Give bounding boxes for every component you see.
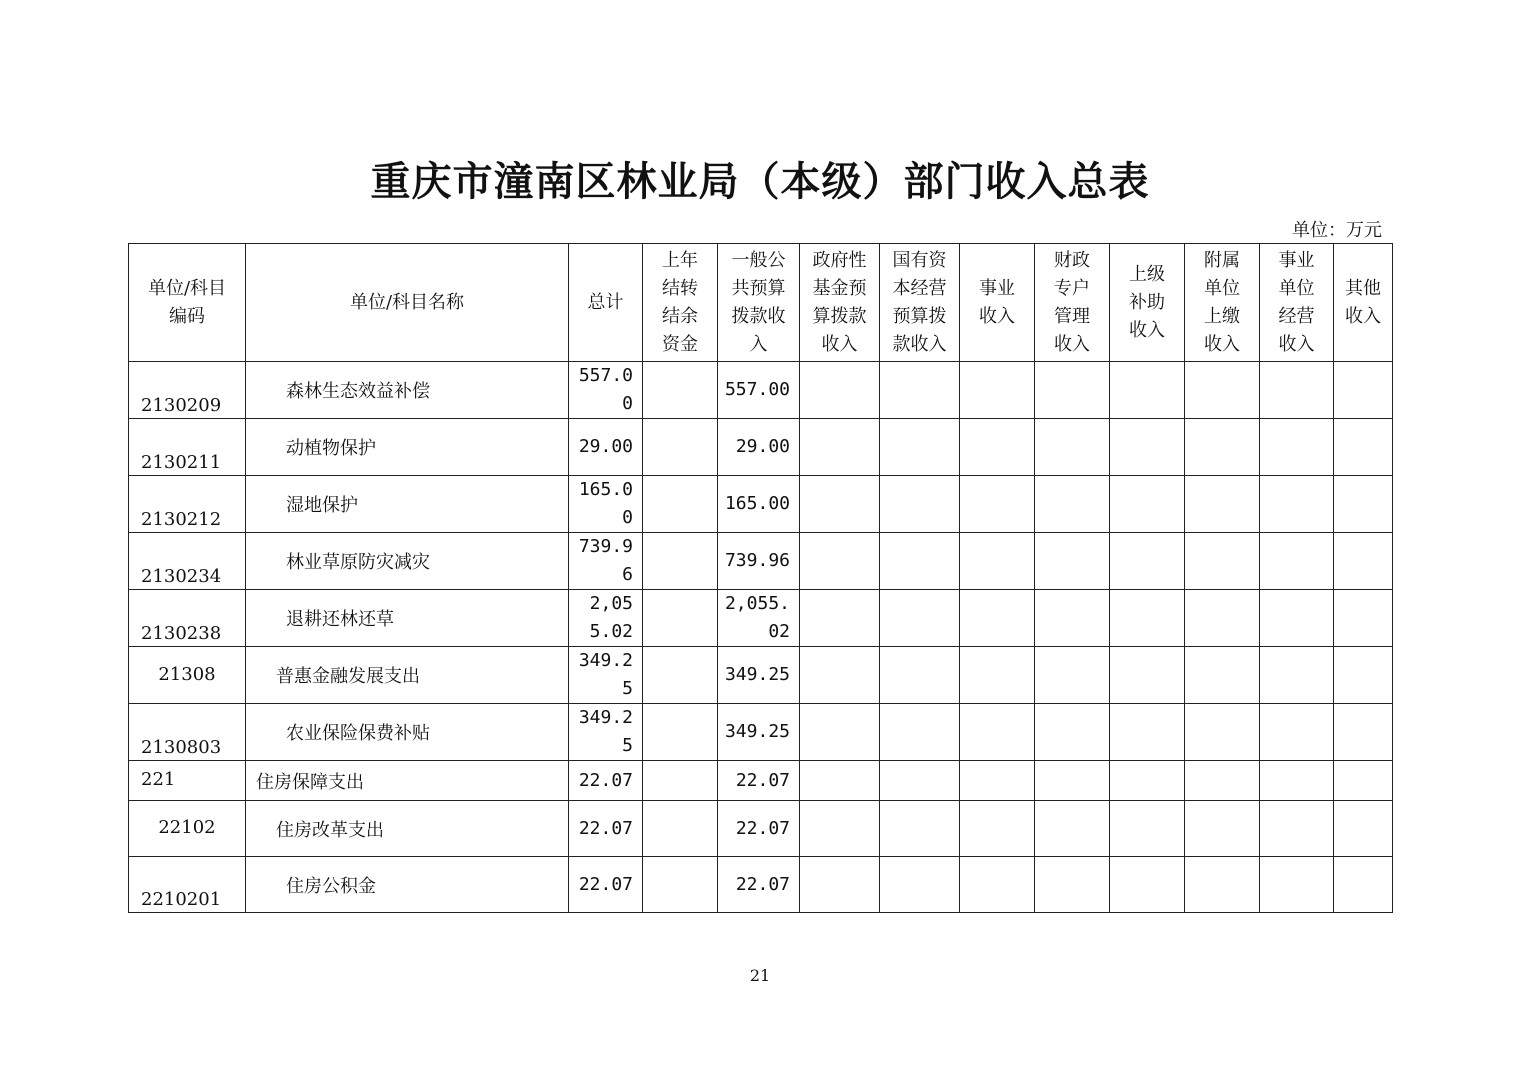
income-table xyxy=(128,243,1393,913)
empty-cell xyxy=(800,476,880,533)
subject-name: 森林生态效益补偿 xyxy=(246,362,569,419)
subject-name: 住房公积金 xyxy=(246,857,569,913)
empty-cell xyxy=(1035,362,1110,419)
empty-cell xyxy=(643,362,718,419)
subject-code: 2130211 xyxy=(129,419,246,476)
empty-cell xyxy=(1260,761,1334,801)
empty-cell xyxy=(800,801,880,857)
empty-cell xyxy=(960,476,1035,533)
general-budget-value: 2,055.02 xyxy=(718,590,800,647)
empty-cell xyxy=(800,590,880,647)
header-cell: 事业 单位 经营 收入 xyxy=(1260,244,1334,362)
empty-cell xyxy=(643,419,718,476)
empty-cell xyxy=(960,801,1035,857)
empty-cell xyxy=(1110,801,1185,857)
empty-cell xyxy=(1185,419,1260,476)
empty-cell xyxy=(880,419,960,476)
header-cell: 单位/科目 编码 xyxy=(129,244,246,362)
table-row xyxy=(129,801,1393,857)
general-budget-value: 349.25 xyxy=(718,647,800,704)
empty-cell xyxy=(1110,704,1185,761)
general-budget-value: 349.25 xyxy=(718,704,800,761)
empty-cell xyxy=(643,801,718,857)
header-row xyxy=(129,244,1393,362)
general-budget-value: 29.00 xyxy=(718,419,800,476)
page-number: 21 xyxy=(749,966,771,985)
header-cell: 事业 收入 xyxy=(960,244,1035,362)
empty-cell xyxy=(960,704,1035,761)
empty-cell xyxy=(1035,476,1110,533)
empty-cell xyxy=(1185,801,1260,857)
header-cell: 总计 xyxy=(569,244,643,362)
subject-name: 普惠金融发展支出 xyxy=(246,647,569,704)
empty-cell xyxy=(1110,857,1185,913)
empty-cell xyxy=(960,761,1035,801)
empty-cell xyxy=(1035,647,1110,704)
subject-code: 2130234 xyxy=(129,533,246,590)
empty-cell xyxy=(880,533,960,590)
empty-cell xyxy=(960,533,1035,590)
empty-cell xyxy=(880,761,960,801)
empty-cell xyxy=(1334,704,1393,761)
empty-cell xyxy=(1334,590,1393,647)
total-value: 349.25 xyxy=(569,704,643,761)
empty-cell xyxy=(643,533,718,590)
total-value: 165.00 xyxy=(569,476,643,533)
subject-code: 2210201 xyxy=(129,857,246,913)
empty-cell xyxy=(1334,362,1393,419)
empty-cell xyxy=(1185,647,1260,704)
empty-cell xyxy=(1035,761,1110,801)
empty-cell xyxy=(1334,533,1393,590)
empty-cell xyxy=(643,647,718,704)
empty-cell xyxy=(800,533,880,590)
subject-code: 2130212 xyxy=(129,476,246,533)
table-row xyxy=(129,704,1393,761)
empty-cell xyxy=(960,362,1035,419)
general-budget-value: 22.07 xyxy=(718,761,800,801)
empty-cell xyxy=(1035,857,1110,913)
total-value: 22.07 xyxy=(569,801,643,857)
header-cell: 上级 补助 收入 xyxy=(1110,244,1185,362)
empty-cell xyxy=(800,857,880,913)
table-row xyxy=(129,476,1393,533)
empty-cell xyxy=(643,857,718,913)
header-cell: 附属 单位 上缴 收入 xyxy=(1185,244,1260,362)
subject-code: 2130209 xyxy=(129,362,246,419)
subject-code: 221 xyxy=(129,761,246,801)
empty-cell xyxy=(880,590,960,647)
empty-cell xyxy=(1185,362,1260,419)
empty-cell xyxy=(1035,704,1110,761)
empty-cell xyxy=(960,647,1035,704)
table-row xyxy=(129,761,1393,801)
empty-cell xyxy=(880,857,960,913)
empty-cell xyxy=(880,704,960,761)
empty-cell xyxy=(1035,801,1110,857)
empty-cell xyxy=(1260,590,1334,647)
empty-cell xyxy=(1334,419,1393,476)
empty-cell xyxy=(800,362,880,419)
header-cell: 一般公 共预算 拨款收 入 xyxy=(718,244,800,362)
header-cell: 上年 结转 结余 资金 xyxy=(643,244,718,362)
subject-name: 湿地保护 xyxy=(246,476,569,533)
empty-cell xyxy=(880,476,960,533)
empty-cell xyxy=(1185,704,1260,761)
general-budget-value: 557.00 xyxy=(718,362,800,419)
empty-cell xyxy=(960,419,1035,476)
total-value: 557.00 xyxy=(569,362,643,419)
empty-cell xyxy=(643,476,718,533)
subject-name: 退耕还林还草 xyxy=(246,590,569,647)
header-cell: 财政 专户 管理 收入 xyxy=(1035,244,1110,362)
general-budget-value: 22.07 xyxy=(718,857,800,913)
empty-cell xyxy=(1110,647,1185,704)
table-row xyxy=(129,533,1393,590)
header-cell: 国有资 本经营 预算拨 款收入 xyxy=(880,244,960,362)
table-row xyxy=(129,419,1393,476)
page-title: 重庆市潼南区林业局（本级）部门收入总表 xyxy=(370,158,1150,205)
empty-cell xyxy=(960,857,1035,913)
subject-name: 住房改革支出 xyxy=(246,801,569,857)
subject-code: 2130238 xyxy=(129,590,246,647)
total-value: 29.00 xyxy=(569,419,643,476)
subject-code: 21308 xyxy=(129,647,246,704)
empty-cell xyxy=(1110,362,1185,419)
table-row xyxy=(129,362,1393,419)
empty-cell xyxy=(880,362,960,419)
header-cell: 政府性 基金预 算拨款 收入 xyxy=(800,244,880,362)
empty-cell xyxy=(1110,590,1185,647)
empty-cell xyxy=(1185,857,1260,913)
empty-cell xyxy=(1260,857,1334,913)
empty-cell xyxy=(800,647,880,704)
empty-cell xyxy=(1035,419,1110,476)
empty-cell xyxy=(1185,761,1260,801)
empty-cell xyxy=(1260,362,1334,419)
empty-cell xyxy=(800,761,880,801)
empty-cell xyxy=(880,647,960,704)
empty-cell xyxy=(1110,761,1185,801)
empty-cell xyxy=(960,590,1035,647)
unit-label: 单位：万元 xyxy=(1292,220,1382,241)
empty-cell xyxy=(800,419,880,476)
empty-cell xyxy=(1334,647,1393,704)
subject-code: 22102 xyxy=(129,801,246,857)
empty-cell xyxy=(1260,419,1334,476)
empty-cell xyxy=(1110,419,1185,476)
empty-cell xyxy=(1334,476,1393,533)
subject-name: 住房保障支出 xyxy=(246,761,569,801)
subject-name: 动植物保护 xyxy=(246,419,569,476)
empty-cell xyxy=(1260,647,1334,704)
empty-cell xyxy=(643,590,718,647)
subject-name: 林业草原防灾减灾 xyxy=(246,533,569,590)
empty-cell xyxy=(1334,801,1393,857)
empty-cell xyxy=(1035,590,1110,647)
total-value: 2,055.02 xyxy=(569,590,643,647)
empty-cell xyxy=(1110,476,1185,533)
empty-cell xyxy=(1185,590,1260,647)
empty-cell xyxy=(1035,533,1110,590)
empty-cell xyxy=(1185,533,1260,590)
empty-cell xyxy=(1334,761,1393,801)
header-cell: 其他 收入 xyxy=(1334,244,1393,362)
general-budget-value: 165.00 xyxy=(718,476,800,533)
empty-cell xyxy=(1334,857,1393,913)
table-row xyxy=(129,647,1393,704)
subject-code: 2130803 xyxy=(129,704,246,761)
general-budget-value: 739.96 xyxy=(718,533,800,590)
empty-cell xyxy=(800,704,880,761)
header-cell: 单位/科目名称 xyxy=(246,244,569,362)
empty-cell xyxy=(880,801,960,857)
table-row xyxy=(129,857,1393,913)
empty-cell xyxy=(643,761,718,801)
total-value: 22.07 xyxy=(569,761,643,801)
empty-cell xyxy=(1260,801,1334,857)
total-value: 739.96 xyxy=(569,533,643,590)
subject-name: 农业保险保费补贴 xyxy=(246,704,569,761)
empty-cell xyxy=(1260,476,1334,533)
total-value: 22.07 xyxy=(569,857,643,913)
total-value: 349.25 xyxy=(569,647,643,704)
empty-cell xyxy=(1185,476,1260,533)
empty-cell xyxy=(643,704,718,761)
empty-cell xyxy=(1260,704,1334,761)
empty-cell xyxy=(1110,533,1185,590)
general-budget-value: 22.07 xyxy=(718,801,800,857)
table-row xyxy=(129,590,1393,647)
empty-cell xyxy=(1260,533,1334,590)
